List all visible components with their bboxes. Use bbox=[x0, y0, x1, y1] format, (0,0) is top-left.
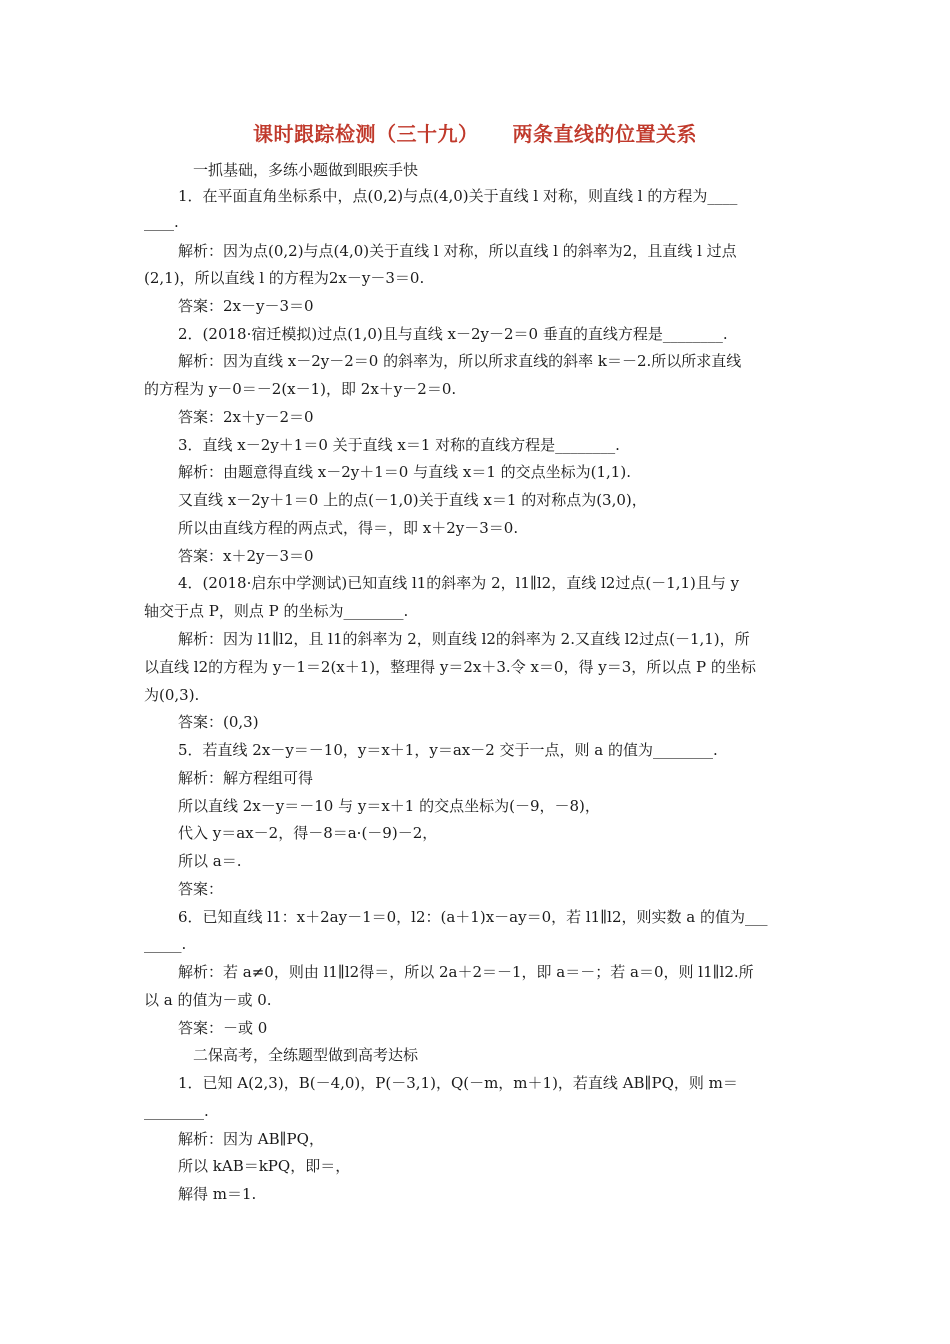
question-4-text: 4．(2018·启东中学测试)已知直线 l1的斜率为 2，l1∥l2，直线 l2过点(－1,1)且与 y bbox=[178, 574, 740, 592]
title-sub: 两条直线的位置关系 bbox=[512, 122, 697, 146]
title-main: 课时跟踪检测（三十九） bbox=[253, 122, 479, 146]
question-6-text: 6．已知直线 l1：x＋2ay－1＝0，l2：(a＋1)x－ay＝0，若 l1∥l2，则实数 a 的值为___ bbox=[178, 908, 768, 926]
solution-6-line-2: 以 a 的值为－或 0. bbox=[144, 991, 272, 1009]
answer-6: 答案：－或 0 bbox=[178, 1019, 268, 1037]
question-6-text-cont: _____. bbox=[144, 935, 187, 953]
question-b1-text-cont: ________. bbox=[144, 1102, 209, 1120]
page-title bbox=[0, 118, 950, 147]
solution-3-line-1: 解析：由题意得直线 x－2y＋1＝0 与直线 x＝1 的交点坐标为(1,1). bbox=[178, 463, 631, 481]
solution-2-text-cont: 的方程为 y－0＝－2(x－1)，即 2x＋y－2＝0. bbox=[144, 380, 457, 398]
solution-4-line-2: 以直线 l2的方程为 y－1＝2(x＋1)，整理得 y＝2x＋3.令 x＝0，得 y＝3，所以点 P 的坐标 bbox=[144, 658, 756, 676]
solution-4-line-3: 为(0,3). bbox=[144, 686, 200, 704]
solution-5-line-2: 所以直线 2x－y＝－10 与 y＝x＋1 的交点坐标为(－9，－8)， bbox=[178, 797, 600, 815]
solution-5-line-3: 代入 y＝ax－2，得－8＝a·(－9)－2， bbox=[178, 824, 438, 842]
solution-5-line-4: 所以 a＝. bbox=[178, 852, 242, 870]
question-2-text: 2．(2018·宿迁模拟)过点(1,0)且与直线 x－2y－2＝0 垂直的直线方程是________. bbox=[178, 325, 728, 343]
question-5-text: 5．若直线 2x－y＝－10，y＝x＋1，y＝ax－2 交于一点，则 a 的值为________. bbox=[178, 741, 718, 759]
answer-2: 答案：2x＋y－2＝0 bbox=[178, 408, 314, 426]
solution-1-text-cont: (2,1)，所以直线 l 的方程为2x－y－3＝0. bbox=[144, 269, 425, 287]
solution-3-line-2: 又直线 x－2y＋1＝0 上的点(－1,0)关于直线 x＝1 的对称点为(3,0)， bbox=[178, 491, 647, 509]
question-3-text: 3．直线 x－2y＋1＝0 关于直线 x＝1 对称的直线方程是________. bbox=[178, 436, 620, 454]
section-heading-2: 二保高考，全练题型做到高考达标 bbox=[193, 1046, 419, 1064]
answer-1: 答案：2x－y－3＝0 bbox=[178, 297, 314, 315]
solution-b1-line-3: 解得 m＝1. bbox=[178, 1185, 257, 1203]
section-heading-1: 一抓基础，多练小题做到眼疾手快 bbox=[193, 161, 419, 179]
solution-2-text: 解析：因为直线 x－2y－2＝0 的斜率为，所以所求直线的斜率 k＝－2.所以所求直线 bbox=[178, 352, 742, 370]
solution-6-line-1: 解析：若 a≠0，则由 l1∥l2得＝，所以 2a＋2＝－1，即 a＝－；若 a＝0，则 l1∥l2.所 bbox=[178, 963, 754, 981]
solution-5-line-1: 解析：解方程组可得 bbox=[178, 769, 314, 787]
solution-1-text: 解析：因为点(0,2)与点(4,0)关于直线 l 对称，所以直线 l 的斜率为2，且直线 l 过点 bbox=[178, 242, 737, 260]
answer-3: 答案：x＋2y－3＝0 bbox=[178, 547, 314, 565]
solution-3-line-3: 所以由直线方程的两点式，得＝，即 x＋2y－3＝0. bbox=[178, 519, 519, 537]
question-1-text-cont: ____. bbox=[144, 213, 179, 231]
question-4-text-cont: 轴交于点 P，则点 P 的坐标为________. bbox=[144, 602, 409, 620]
answer-4: 答案：(0,3) bbox=[178, 713, 259, 731]
answer-5: 答案： bbox=[178, 880, 224, 898]
solution-b1-line-1: 解析：因为 AB∥PQ， bbox=[178, 1130, 324, 1148]
question-1-text: 1．在平面直角坐标系中，点(0,2)与点(4,0)关于直线 l 对称，则直线 l 的方程为____ bbox=[178, 187, 738, 205]
solution-4-line-1: 解析：因为 l1∥l2，且 l1的斜率为 2，则直线 l2的斜率为 2.又直线 l2过点(－1,1)，所 bbox=[178, 630, 750, 648]
solution-b1-line-2: 所以 kAB＝kPQ，即＝， bbox=[178, 1157, 351, 1175]
question-b1-text: 1．已知 A(2,3)，B(－4,0)，P(－3,1)，Q(－m，m＋1)，若直线 AB∥PQ，则 m＝ bbox=[178, 1074, 738, 1092]
